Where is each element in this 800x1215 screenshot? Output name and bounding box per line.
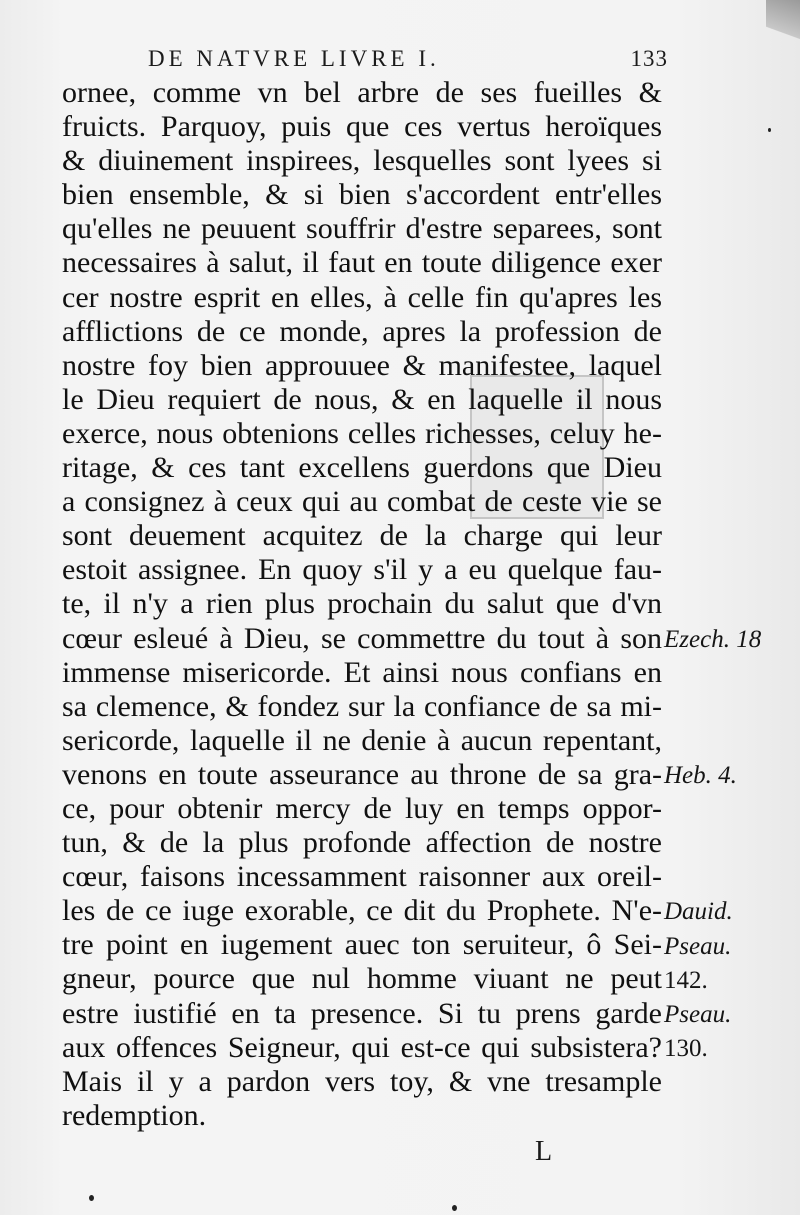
margin-note: 130. [664, 1034, 708, 1062]
text-line: & diuinement inspirees, lesquelles sont lyees si [62, 144, 662, 178]
margin-note: 142. [664, 966, 708, 994]
text-line: aux offences Seigneur, qui est-ce qui subsistera? [62, 1030, 662, 1064]
margin-note: Pseau. [664, 932, 732, 960]
text-line: tre point en iugement auec ton seruiteur, ô Sei- [62, 928, 662, 962]
body-text [62, 76, 662, 1133]
text-line: Mais il y a pardon vers toy, & vne tresample [62, 1064, 662, 1098]
text-line: afflictions de ce monde, apres la profession de [62, 314, 662, 348]
text-line: ce, pour obtenir mercy de luy en temps oppor- [62, 791, 662, 825]
running-head-title: DE NATVRE LIVRE I. [148, 46, 440, 71]
text-line: cœur esleué à Dieu, se commettre du tout à son [62, 621, 662, 655]
text-line: sont deuement acquitez de la charge qui leur [62, 519, 662, 553]
text-line: ornee, comme vn bel arbre de ses fueilles & [62, 76, 662, 109]
text-line: estoit assignee. En quoy s'il y a eu quelque fau- [62, 553, 662, 587]
ink-speck [89, 1195, 94, 1201]
text-line: le Dieu requiert de nous, & en laquelle il nous [62, 382, 662, 416]
text-line: a consignez à ceux qui au combat de ceste vie se [62, 485, 662, 519]
text-line: fruicts. Parquoy, puis que ces vertus heroïques [62, 110, 662, 144]
margin-note: Dauid. [664, 898, 733, 926]
text-line: estre iustifié en ta presence. Si tu prens garde [62, 996, 662, 1030]
text-line: exerce, nous obtenions celles richesses, celuy he- [62, 416, 662, 450]
text-line: te, il n'y a rien plus prochain du salut que d'vn [62, 587, 662, 621]
text-line: les de ce iuge exorable, ce dit du Prophete. N'e- [62, 894, 662, 928]
text-line: cœur, faisons incessamment raisonner aux oreil- [62, 860, 662, 894]
ink-speck [768, 128, 771, 132]
text-line: nostre foy bien approuuee & manifestee, laquel [62, 348, 662, 382]
text-line: ritage, & ces tant excellens guerdons que Dieu [62, 451, 662, 485]
page-corner-fold [766, 0, 800, 58]
running-head [148, 46, 668, 72]
text-line: gneur, pource que nul homme viuant ne peut [62, 962, 662, 996]
signature-mark: L [535, 1136, 553, 1167]
text-line: venons en toute asseurance au throne de sa gra- [62, 757, 662, 791]
text-line: bien ensemble, & si bien s'accordent entr'elles [62, 178, 662, 212]
text-line: sericorde, laquelle il ne denie à aucun repentant, [62, 723, 662, 757]
text-line: necessaires à salut, il faut en toute diligence exer [62, 246, 662, 280]
text-line: immense misericorde. Et ainsi nous confians en [62, 655, 662, 689]
page-number: 133 [630, 46, 668, 71]
margin-note: Pseau. [664, 1000, 732, 1028]
text-line: cer nostre esprit en elles, à celle fin qu'apres les [62, 280, 662, 314]
margin-note: Heb. 4. [664, 762, 737, 789]
text-line: qu'elles ne peuuent souffrir d'estre separees, sont [62, 212, 662, 246]
text-line: tun, & de la plus profonde affection de nostre [62, 826, 662, 860]
ink-speck [452, 1205, 457, 1211]
text-line: sa clemence, & fondez sur la confiance de sa mi- [62, 689, 662, 723]
margin-note: Ezech. 18 [664, 625, 762, 653]
text-line: redemption. [62, 1098, 207, 1132]
